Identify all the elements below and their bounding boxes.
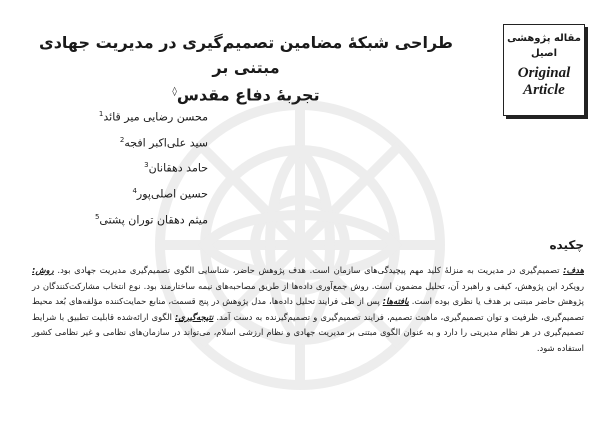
- author-affiliation-mark: 1: [98, 110, 104, 118]
- author-4: [8, 180, 208, 206]
- author-affiliation-mark: 4: [132, 186, 137, 195]
- author-list: [8, 103, 208, 231]
- badge-en-line1: Original: [517, 65, 571, 81]
- abstract-heading: چکیده: [549, 238, 584, 252]
- abstract-label-findings: یافته‌ها:: [382, 296, 409, 307]
- author-5: [8, 206, 208, 232]
- author-affiliation-mark: 3: [144, 161, 149, 170]
- badge-fa-line2: اصیل: [530, 48, 558, 59]
- abstract-label-conclusion: نتیجه‌گیری:: [175, 311, 214, 322]
- title-footnote-mark: ◊: [172, 87, 177, 97]
- abstract-body: [32, 263, 584, 357]
- author-3: [8, 154, 208, 180]
- badge-en-line2: Article: [523, 82, 565, 98]
- abstract-text-method: رویکرد این پژوهش، کیفی و راهبرد آن، تحلیل مضمون است. روش جمع‌آوری داده‌ها از طریق مصاحبه‌های نیمه ساختارمند بود. نوع انتخاب مشارکت‌کنندگان در پژوهش حاضر مبتنی بر هدف یا نظری بوده است.: [32, 280, 584, 307]
- abstract-text-conclusion: الگوی ارائه‌شده قابلیت تطبیق با شرایط تصمیم‌گیری در هر نظام مدیریتی را دارد و به عنوان الگوی مبتنی بر مدیریت جهادی و نظام ارزشی اسلام، می‌تواند در سازمان‌های نظامی و غیر نظامی کشور استفاده شود.: [32, 311, 584, 353]
- paper-title: [26, 30, 466, 107]
- author-name: سید علی‌اکبر افجه: [124, 136, 208, 150]
- article-type-badge: [503, 24, 585, 116]
- title-line-1: طراحی شبکهٔ مضامین تصمیم‌گیری در مدیریت جهادی مبتنی بر: [39, 33, 453, 77]
- author-affiliation-mark: 2: [119, 135, 125, 144]
- abstract-label-method: روش:: [32, 265, 54, 275]
- author-name: حامد دهقانان: [148, 161, 208, 175]
- author-affiliation-mark: 5: [94, 212, 100, 221]
- title-line-2-text: تجربهٔ دفاع مقدس: [176, 85, 320, 105]
- author-1: [8, 103, 208, 129]
- abstract-text-findings: پس از طی فرایند تحلیل داده‌ها، مدل پژوهش در پنج قسمت، منابع حمایت‌کننده مؤلفه‌های بُعد محیط تصمیم‌گیری، ظرفیت و توان تصمیم‌گیری، ماهیت تصمیم، فرایند تصمیم‌گیری و تصمیم‌گیرنده به دست آمد.: [32, 296, 584, 322]
- abstract-text-objective: تصمیم‌گیری در مدیریت به منزلهٔ کلید مهم پیچیدگی‌های سازمان است. هدف پژوهش حاضر، شناسایی الگوی تصمیم‌گیری مدیریت جهادی بود.: [53, 265, 564, 275]
- author-name: محسن رضایی میر قائد: [103, 110, 208, 124]
- badge-fa-line1: مقاله پژوهشی: [507, 33, 581, 44]
- author-name: میثم دهقان توران پشتی: [99, 213, 208, 227]
- author-name: حسین اصلی‌پور: [136, 187, 208, 201]
- author-2: [8, 129, 208, 155]
- abstract-label-objective: هدف:: [563, 265, 584, 275]
